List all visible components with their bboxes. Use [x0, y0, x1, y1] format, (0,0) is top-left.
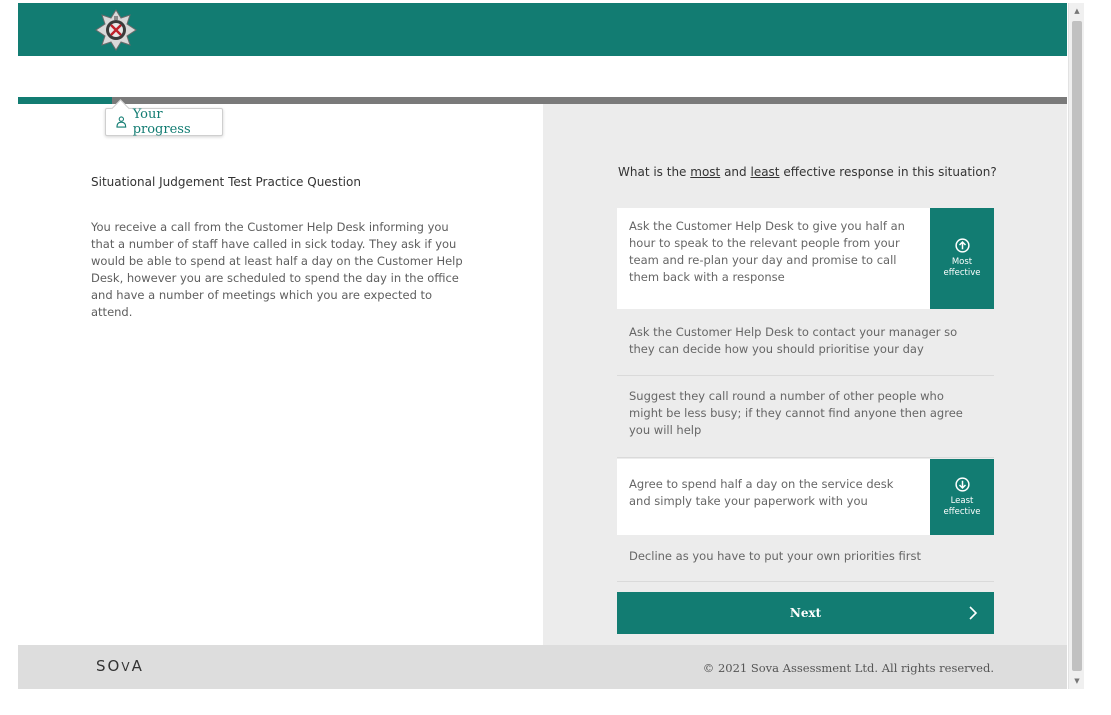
right-panel: [543, 104, 1067, 645]
prompt-text: What is the: [618, 165, 691, 179]
scroll-up-icon[interactable]: ▲: [1074, 7, 1080, 15]
question-title: Situational Judgement Test Practice Question: [91, 175, 361, 189]
chevron-right-icon: [968, 605, 978, 621]
badge-label: Most: [951, 257, 973, 267]
next-button[interactable]: [617, 592, 994, 634]
option-text: Ask the Customer Help Desk to contact your manager so they can decide how you should prioritise your day: [629, 325, 958, 356]
arrow-down-circle-icon: [955, 477, 970, 492]
badge-label: effective: [943, 506, 981, 517]
most-effective-badge[interactable]: [930, 208, 994, 309]
arrow-up-circle-icon: [955, 238, 970, 253]
badge-label: Least: [950, 495, 974, 506]
sova-logo: SOVA: [96, 657, 144, 675]
header-bar: [18, 3, 1067, 56]
person-icon: [116, 116, 127, 128]
badge-label: effective: [943, 268, 981, 278]
police-crest-icon: [92, 8, 140, 52]
question-prompt: [618, 165, 997, 179]
prompt-text: and: [720, 165, 751, 179]
response-option-4[interactable]: [617, 459, 994, 535]
prompt-text: effective response in this situation?: [779, 165, 997, 179]
response-option-5[interactable]: [617, 538, 994, 582]
app-window: [18, 3, 1067, 689]
copyright-text: © 2021 Sova Assessment Ltd. All rights reserved.: [702, 661, 994, 675]
progress-fill: [18, 97, 112, 104]
next-label: Next: [789, 606, 822, 620]
vertical-scrollbar[interactable]: [1068, 3, 1084, 689]
scenario-text: You receive a call from the Customer Help Desk informing you that a number of staff have called in sick today. They ask if you would be able to spend at least half a day on the Customer Help Desk, however you are scheduled to spend the day in the office and have a number of meetings which you are expected to attend.: [91, 220, 463, 319]
left-panel: [18, 104, 543, 645]
footer: [18, 645, 1067, 689]
option-text: Suggest they call round a number of other people who might be less busy; if they cannot find anyone then agree you will help: [629, 389, 963, 437]
scroll-thumb[interactable]: [1072, 21, 1082, 671]
progress-track: [18, 97, 1067, 104]
option-text: Decline as you have to put your own priorities first: [629, 549, 921, 563]
scroll-down-icon[interactable]: ▼: [1074, 677, 1080, 685]
least-effective-badge[interactable]: [930, 459, 994, 535]
option-text: Agree to spend half a day on the service desk and simply take your paperwork with you: [629, 477, 894, 508]
prompt-least: least: [750, 165, 780, 179]
response-option-3[interactable]: [617, 378, 994, 458]
your-progress-button[interactable]: [105, 108, 223, 136]
option-text: Ask the Customer Help Desk to give you half an hour to speak to the relevant people from your team and re-plan your day and promise to call them back with a response: [629, 219, 905, 284]
your-progress-label: Your progress: [132, 107, 191, 137]
prompt-most: most: [690, 165, 721, 179]
response-option-2[interactable]: [617, 314, 994, 376]
response-option-1[interactable]: [617, 208, 994, 309]
